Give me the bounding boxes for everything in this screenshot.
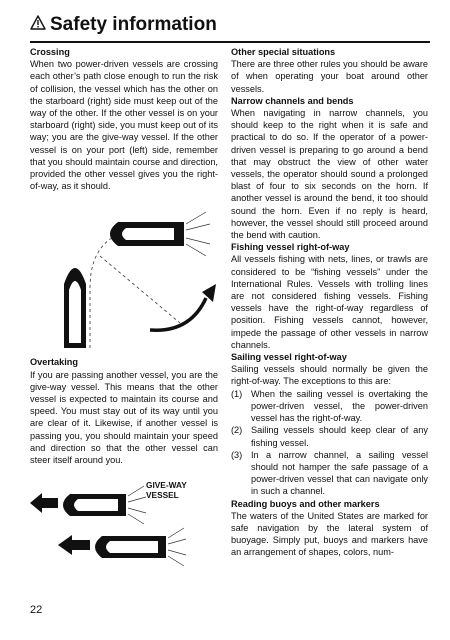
overtaking-top-boat [30,486,146,524]
give-way-label-line2: VESSEL [146,490,179,501]
list-item-number: (3) [231,449,243,460]
list-item-text: When the sailing vessel is overtaking the power-driven vessel, the power-driven vessel has the right-of-way. [251,388,428,424]
overtaking-bottom-arrow [58,535,90,555]
crossing-illustration [30,198,218,350]
crossing-heading: Crossing [30,47,70,57]
fishing-vessel-heading: Fishing vessel right-of-way [231,242,350,253]
overtaking-bottom-boat [58,528,186,566]
overtaking-paragraph: If you are passing another vessel, you are the give-way vessel. This means that the other vessel is expected to maintain its course and speed. You must stay out of its way until you are clear of it. Likewise, if another vessel is passing you, you should maintain your speed and direction so that the other vessel can steer itself around you. [30,369,218,466]
other-situations-paragraph: There are three other rules you should be aware of when operating your boat around other vessels. [231,59,428,94]
buoys-paragraph: The waters of the United States are marked for safe navigation by the lateral system of buoyage. Simply put, buoys and markers have an arrangement of shapes, colors, num- [231,510,428,558]
overtaking-top-arrow [30,493,58,513]
header-title-row [30,14,430,36]
narrow-channels-heading: Narrow channels and bends [231,95,354,106]
crossing-wake-dashes [100,256,180,323]
page-number: 22 [30,604,43,616]
other-situations-heading: Other special situations [231,47,336,57]
list-item [231,424,428,448]
left-column [30,46,218,571]
crossing-horizontal-boat [110,212,210,256]
list-item-text: In a narrow channel, a sailing vessel should not hamper the safe passage of a power-driven vessel that can navigate only in such a channel. [251,449,428,497]
list-item [231,388,428,425]
page-header [30,14,430,43]
warning-triangle-icon [30,14,46,36]
right-column [231,46,428,559]
header-divider [30,41,430,43]
crossing-vertical-boat [64,268,86,348]
narrow-channels-paragraph: When navigating in narrow channels, you should keep to the right when it is safe and practical to do so. If the operator of a power-driven vessel is preparing to go around a bend that may obstruct the view of other water vessels, the operator should sound a prolonged blast of four to six seconds on the horn. If another vessel is around the bend, it too should sound the horn. Even if no reply is heard, however, the vessel should still proceed around the bend with caution. [231,108,428,241]
list-item-text: Sailing vessels should keep clear of any fishing vessel. [251,425,428,448]
page-title: Safety information [50,14,217,35]
give-way-vessel-label [146,480,187,500]
overtaking-illustration [30,476,218,571]
give-way-label-line1: GIVE-WAY [146,480,187,491]
crossing-turn-arrow [150,298,206,330]
fishing-vessel-paragraph: All vessels fishing with nets, lines, or trawls are considered to be “fishing vessels” under the International Rules. Vessels with trolling lines are not considered fishing vessels. Fishing vessels have the right-of-way regardless of position. Fishing vessels cannot, however, impede the passage of other vessels in narrow channels. [231,254,428,350]
list-item-number: (2) [231,425,243,436]
sailing-vessel-paragraph: Sailing vessels should normally be given the right-of-way. The exceptions to this are: [231,364,428,387]
sailing-exceptions-list [231,388,428,498]
buoys-heading: Reading buoys and other markers [231,498,380,509]
overtaking-heading: Overtaking [30,357,78,368]
crossing-paragraph: When two power-driven vessels are crossing each other’s path close enough to run the risk of collision, the vessel which has the other on the starboard (right) side must keep out of the way of the other. If the other vessel is on your starboard (right) side, you must keep out of its way; you are the give-way vessel. If the other vessel is on your port (left) side, remember that you should maintain course and direction, provided the other vessel gives you the right-of-way, as it should. [30,59,218,192]
list-item-number: (1) [231,388,243,399]
list-item [231,449,428,498]
sailing-vessel-heading: Sailing vessel right-of-way [231,352,347,363]
